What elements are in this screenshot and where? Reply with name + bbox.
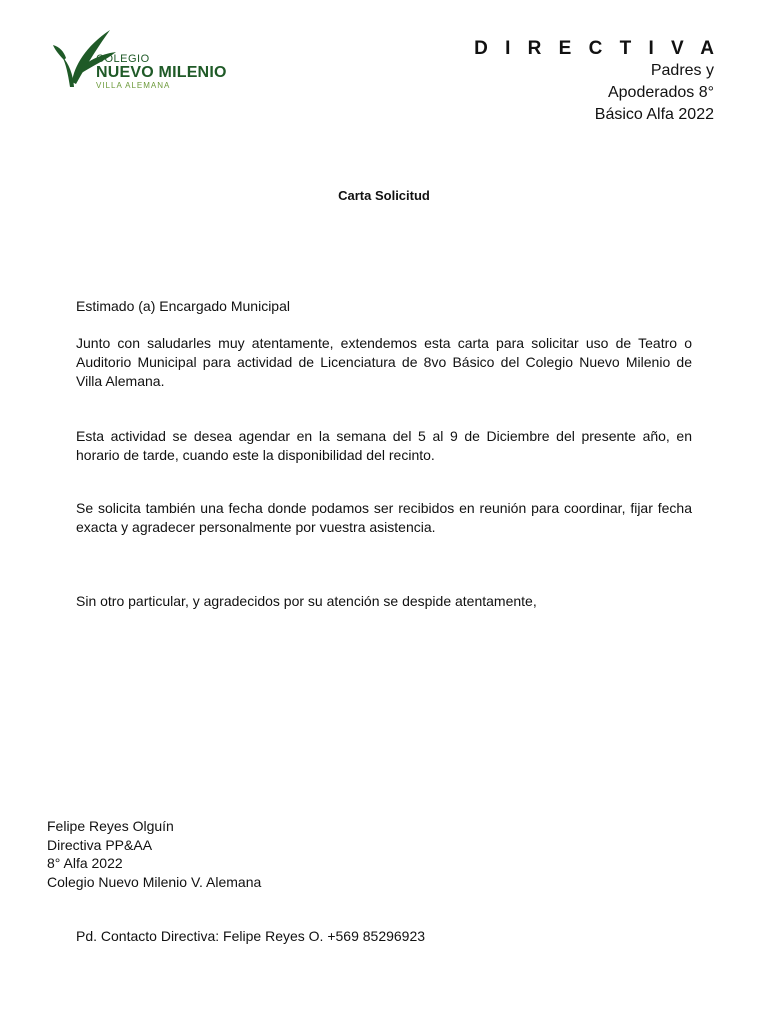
signature-block [47, 817, 261, 891]
paragraph-3: Se solicita también una fecha donde podamos ser recibidos en reunión para coordinar, fijar fecha exacta y agradecer personalmente por vuestra asistencia. [76, 500, 692, 535]
signature-course: 8° Alfa 2022 [47, 855, 123, 871]
salutation: Estimado (a) Encargado Municipal [76, 298, 290, 314]
header-title: D I R E C T I V A [474, 38, 720, 59]
signature-name: Felipe Reyes Olguín [47, 818, 174, 834]
header-block [474, 38, 720, 126]
paragraph-1: Junto con saludarles muy atentamente, extendemos esta carta para solicitar uso de Teatro o Auditorio Municipal para actividad de Licenciatura de 8vo Básico del Colegio Nuevo Milenio de Villa Alemana. [76, 335, 692, 389]
header-line-2: Apoderados 8° [607, 84, 714, 101]
logo-line-villa-alemana: VILLA ALEMANA [96, 81, 171, 90]
logo-line-colegio: COLEGIO [96, 53, 150, 65]
paragraph-2: Esta actividad se desea agendar en la semana del 5 al 9 de Diciembre del presente año, en horario de tarde, cuando este la disponibilidad del recinto. [76, 428, 692, 463]
footer-contact: Pd. Contacto Directiva: Felipe Reyes O. +569 85296923 [76, 928, 426, 944]
document-title: Carta Solicitud [338, 188, 430, 203]
header-line-1: Padres y [650, 62, 714, 79]
closing: Sin otro particular, y agradecidos por su atención se despide atentamente, [76, 593, 537, 609]
signature-school: Colegio Nuevo Milenio V. Alemana [47, 873, 262, 890]
logo-line-nuevo-milenio: NUEVO MILENIO [96, 64, 227, 81]
header-line-3: Básico Alfa 2022 [594, 106, 714, 123]
school-logo [52, 30, 252, 90]
signature-role: Directiva PP&AA [47, 836, 153, 853]
